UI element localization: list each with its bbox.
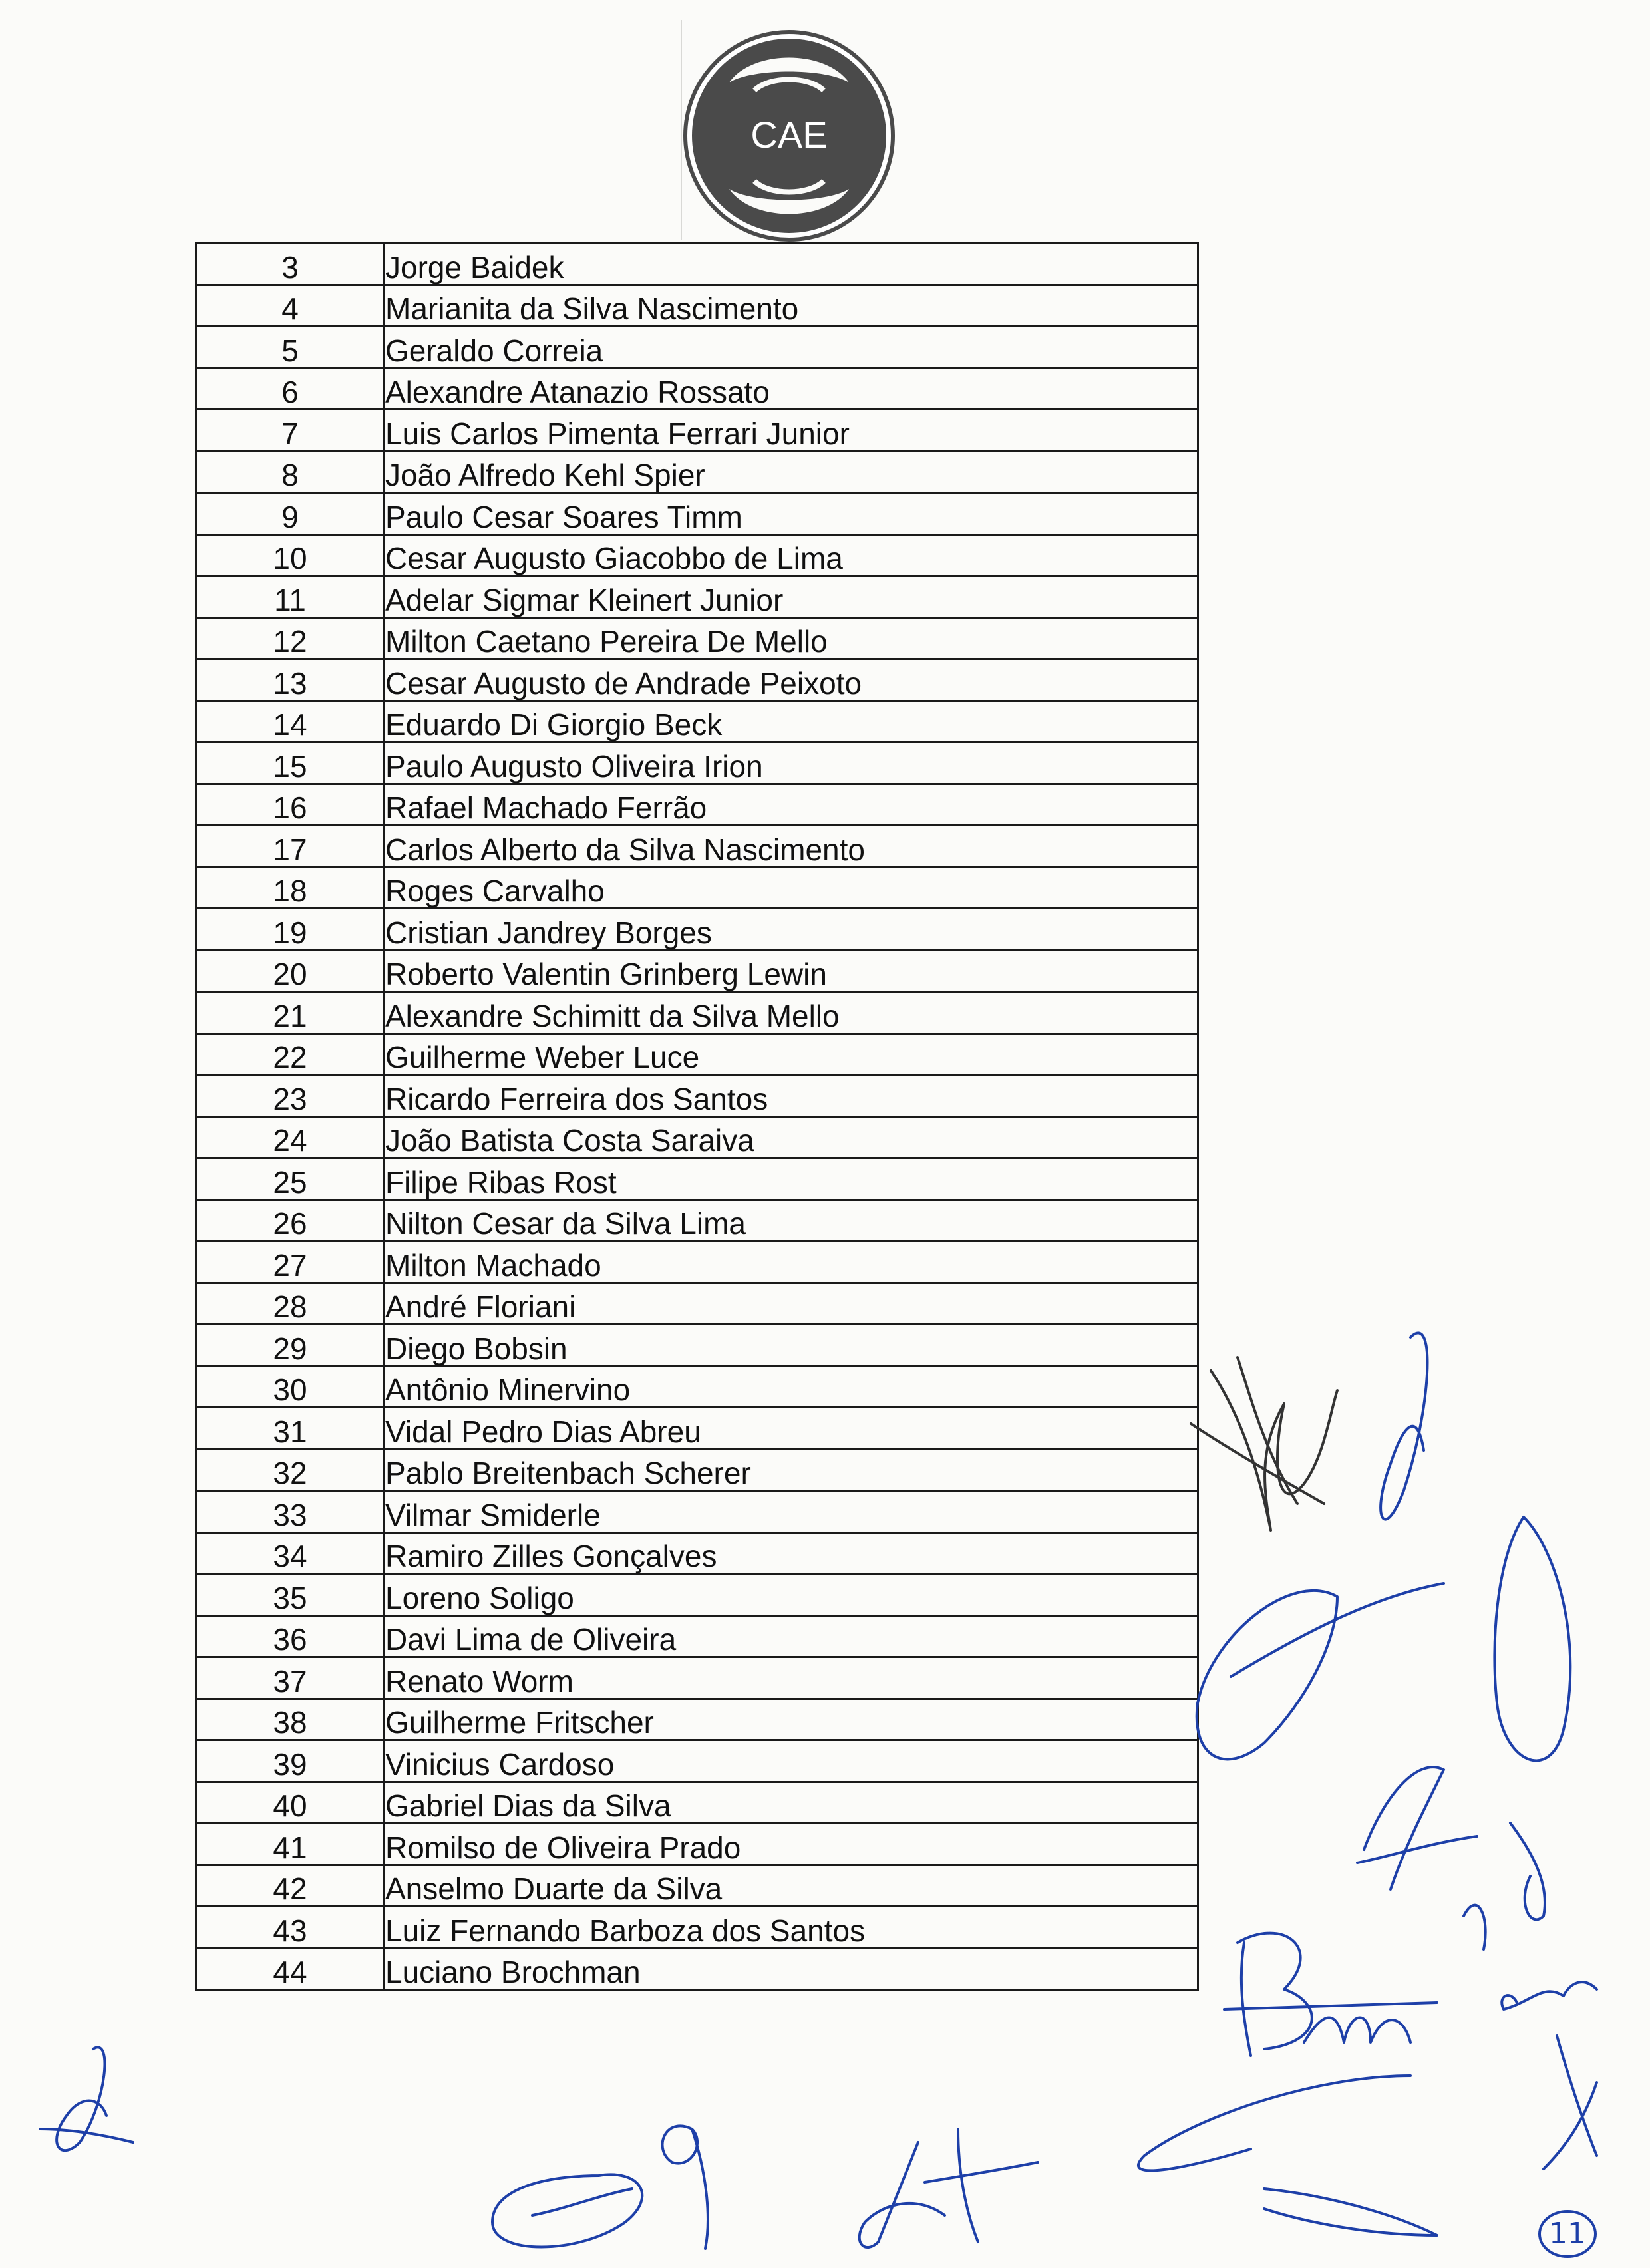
table-row [196, 950, 1198, 992]
logo-text: CAE [750, 114, 828, 156]
member-name: Vilmar Smiderle [385, 1491, 1198, 1533]
row-number: 38 [196, 1699, 385, 1740]
row-number: 44 [196, 1948, 385, 1990]
member-name: Gabriel Dias da Silva [385, 1782, 1198, 1824]
row-number: 36 [196, 1615, 385, 1657]
row-number: 21 [196, 992, 385, 1034]
row-number: 39 [196, 1740, 385, 1782]
row-number: 35 [196, 1574, 385, 1616]
table-row [196, 576, 1198, 618]
member-name: Milton Machado [385, 1241, 1198, 1283]
member-name: João Alfredo Kehl Spier [385, 451, 1198, 493]
row-number: 30 [196, 1366, 385, 1408]
member-name: Cesar Augusto Giacobbo de Lima [385, 534, 1198, 576]
signature-oval-right [1494, 1517, 1570, 1760]
signature-bshuu [1224, 1933, 1437, 2056]
member-name: Carlos Alberto da Silva Nascimento [385, 826, 1198, 868]
table-row [196, 701, 1198, 742]
row-number: 27 [196, 1241, 385, 1283]
signature-x-right [1544, 2036, 1597, 2169]
table-row [196, 410, 1198, 452]
member-name: Guilherme Weber Luce [385, 1033, 1198, 1075]
member-name: Cesar Augusto de Andrade Peixoto [385, 659, 1198, 701]
row-number: 32 [196, 1449, 385, 1491]
table-row [196, 1615, 1198, 1657]
member-name: Pablo Breitenbach Scherer [385, 1449, 1198, 1491]
row-number: 15 [196, 742, 385, 784]
page-number [1537, 2207, 1598, 2261]
member-name: Eduardo Di Giorgio Beck [385, 701, 1198, 742]
member-name: Ricardo Ferreira dos Santos [385, 1075, 1198, 1117]
table-row [196, 992, 1198, 1034]
row-number: 12 [196, 617, 385, 659]
table-row [196, 1116, 1198, 1158]
table-row [196, 1283, 1198, 1325]
signature-black-scribble [1191, 1357, 1337, 1530]
row-number: 14 [196, 701, 385, 742]
table-row [196, 1948, 1198, 1990]
member-name: Diego Bobsin [385, 1325, 1198, 1367]
member-name: Davi Lima de Oliveira [385, 1615, 1198, 1657]
table-row [196, 1907, 1198, 1949]
table-row [196, 534, 1198, 576]
row-number: 9 [196, 493, 385, 535]
table-row [196, 1325, 1198, 1367]
signature-figure-eight [492, 2174, 642, 2247]
row-number: 6 [196, 368, 385, 410]
member-name: Romilso de Oliveira Prado [385, 1824, 1198, 1865]
member-name: Filipe Ribas Rost [385, 1158, 1198, 1200]
member-name: Milton Caetano Pereira De Mello [385, 617, 1198, 659]
page-number-text: 11 [1549, 2217, 1586, 2251]
table-row [196, 1033, 1198, 1075]
table-row [196, 327, 1198, 369]
signature-dash-1 [1231, 1583, 1444, 1677]
member-name: Alexandre Schimitt da Silva Mello [385, 992, 1198, 1034]
row-number: 19 [196, 909, 385, 951]
row-number: 24 [196, 1116, 385, 1158]
table-row [196, 1782, 1198, 1824]
signature-swirl-bottom [1138, 2076, 1437, 2235]
member-name: Cristian Jandrey Borges [385, 909, 1198, 951]
cae-logo [683, 29, 896, 242]
member-name: Alexandre Atanazio Rossato [385, 368, 1198, 410]
member-name: Luiz Fernando Barboza dos Santos [385, 1907, 1198, 1949]
row-number: 5 [196, 327, 385, 369]
table-row [196, 285, 1198, 327]
member-name: Marianita da Silva Nascimento [385, 285, 1198, 327]
member-name: Luis Carlos Pimenta Ferrari Junior [385, 410, 1198, 452]
table-row [196, 1865, 1198, 1907]
table-row [196, 1657, 1198, 1699]
table-row [196, 451, 1198, 493]
member-name: Luciano Brochman [385, 1948, 1198, 1990]
table-row [196, 1366, 1198, 1408]
member-name: Jorge Baidek [385, 243, 1198, 285]
table-row [196, 493, 1198, 535]
row-number: 29 [196, 1325, 385, 1367]
member-name: Ramiro Zilles Gonçalves [385, 1532, 1198, 1574]
table-row [196, 1574, 1198, 1616]
signature-small-right [1464, 1823, 1545, 1949]
row-number: 37 [196, 1657, 385, 1699]
table-row [196, 1241, 1198, 1283]
table-row [196, 909, 1198, 951]
row-number: 10 [196, 534, 385, 576]
signature-lf [1357, 1767, 1477, 1889]
row-number: 3 [196, 243, 385, 285]
row-number: 40 [196, 1782, 385, 1824]
page-fold-line [681, 20, 682, 240]
row-number: 25 [196, 1158, 385, 1200]
member-name: André Floriani [385, 1283, 1198, 1325]
member-name: Adelar Sigmar Kleinert Junior [385, 576, 1198, 618]
row-number: 26 [196, 1200, 385, 1241]
table-row [196, 826, 1198, 868]
table-row [196, 1740, 1198, 1782]
table-row [196, 368, 1198, 410]
member-table [195, 242, 1199, 1991]
member-name: Loreno Soligo [385, 1574, 1198, 1616]
table-row [196, 867, 1198, 909]
member-name: Roges Carvalho [385, 867, 1198, 909]
member-name: Antônio Minervino [385, 1366, 1198, 1408]
row-number: 23 [196, 1075, 385, 1117]
table-row [196, 742, 1198, 784]
row-number: 31 [196, 1408, 385, 1450]
member-name: João Batista Costa Saraiva [385, 1116, 1198, 1158]
member-name: Guilherme Fritscher [385, 1699, 1198, 1740]
row-number: 17 [196, 826, 385, 868]
signature-carne [1502, 1982, 1597, 2009]
member-name: Paulo Augusto Oliveira Irion [385, 742, 1198, 784]
table-row [196, 1449, 1198, 1491]
table-row [196, 243, 1198, 285]
row-number: 33 [196, 1491, 385, 1533]
member-name: Vinicius Cardoso [385, 1740, 1198, 1782]
row-number: 11 [196, 576, 385, 618]
table-row [196, 1075, 1198, 1117]
table-row [196, 617, 1198, 659]
row-number: 7 [196, 410, 385, 452]
table-row [196, 659, 1198, 701]
member-name: Rafael Machado Ferrão [385, 784, 1198, 826]
table-row [196, 784, 1198, 826]
member-name: Geraldo Correia [385, 327, 1198, 369]
table-row [196, 1491, 1198, 1533]
member-name: Anselmo Duarte da Silva [385, 1865, 1198, 1907]
row-number: 34 [196, 1532, 385, 1574]
row-number: 28 [196, 1283, 385, 1325]
member-name: Vidal Pedro Dias Abreu [385, 1408, 1198, 1450]
row-number: 16 [196, 784, 385, 826]
row-number: 22 [196, 1033, 385, 1075]
row-number: 42 [196, 1865, 385, 1907]
table-row [196, 1408, 1198, 1450]
signature-loop-1 [1381, 1333, 1427, 1519]
signature-ett [860, 2129, 1038, 2247]
member-name: Paulo Cesar Soares Timm [385, 493, 1198, 535]
signature-far-left [40, 2047, 133, 2150]
signature-loop-2 [1197, 1591, 1337, 1759]
table-row [196, 1824, 1198, 1865]
member-name: Nilton Cesar da Silva Lima [385, 1200, 1198, 1241]
signature-nine [663, 2126, 708, 2249]
row-number: 13 [196, 659, 385, 701]
member-name: Renato Worm [385, 1657, 1198, 1699]
member-name: Roberto Valentin Grinberg Lewin [385, 950, 1198, 992]
row-number: 4 [196, 285, 385, 327]
table-row [196, 1158, 1198, 1200]
row-number: 43 [196, 1907, 385, 1949]
row-number: 41 [196, 1824, 385, 1865]
table-row [196, 1532, 1198, 1574]
table-row [196, 1699, 1198, 1740]
table-row [196, 1200, 1198, 1241]
row-number: 18 [196, 867, 385, 909]
row-number: 20 [196, 950, 385, 992]
row-number: 8 [196, 451, 385, 493]
